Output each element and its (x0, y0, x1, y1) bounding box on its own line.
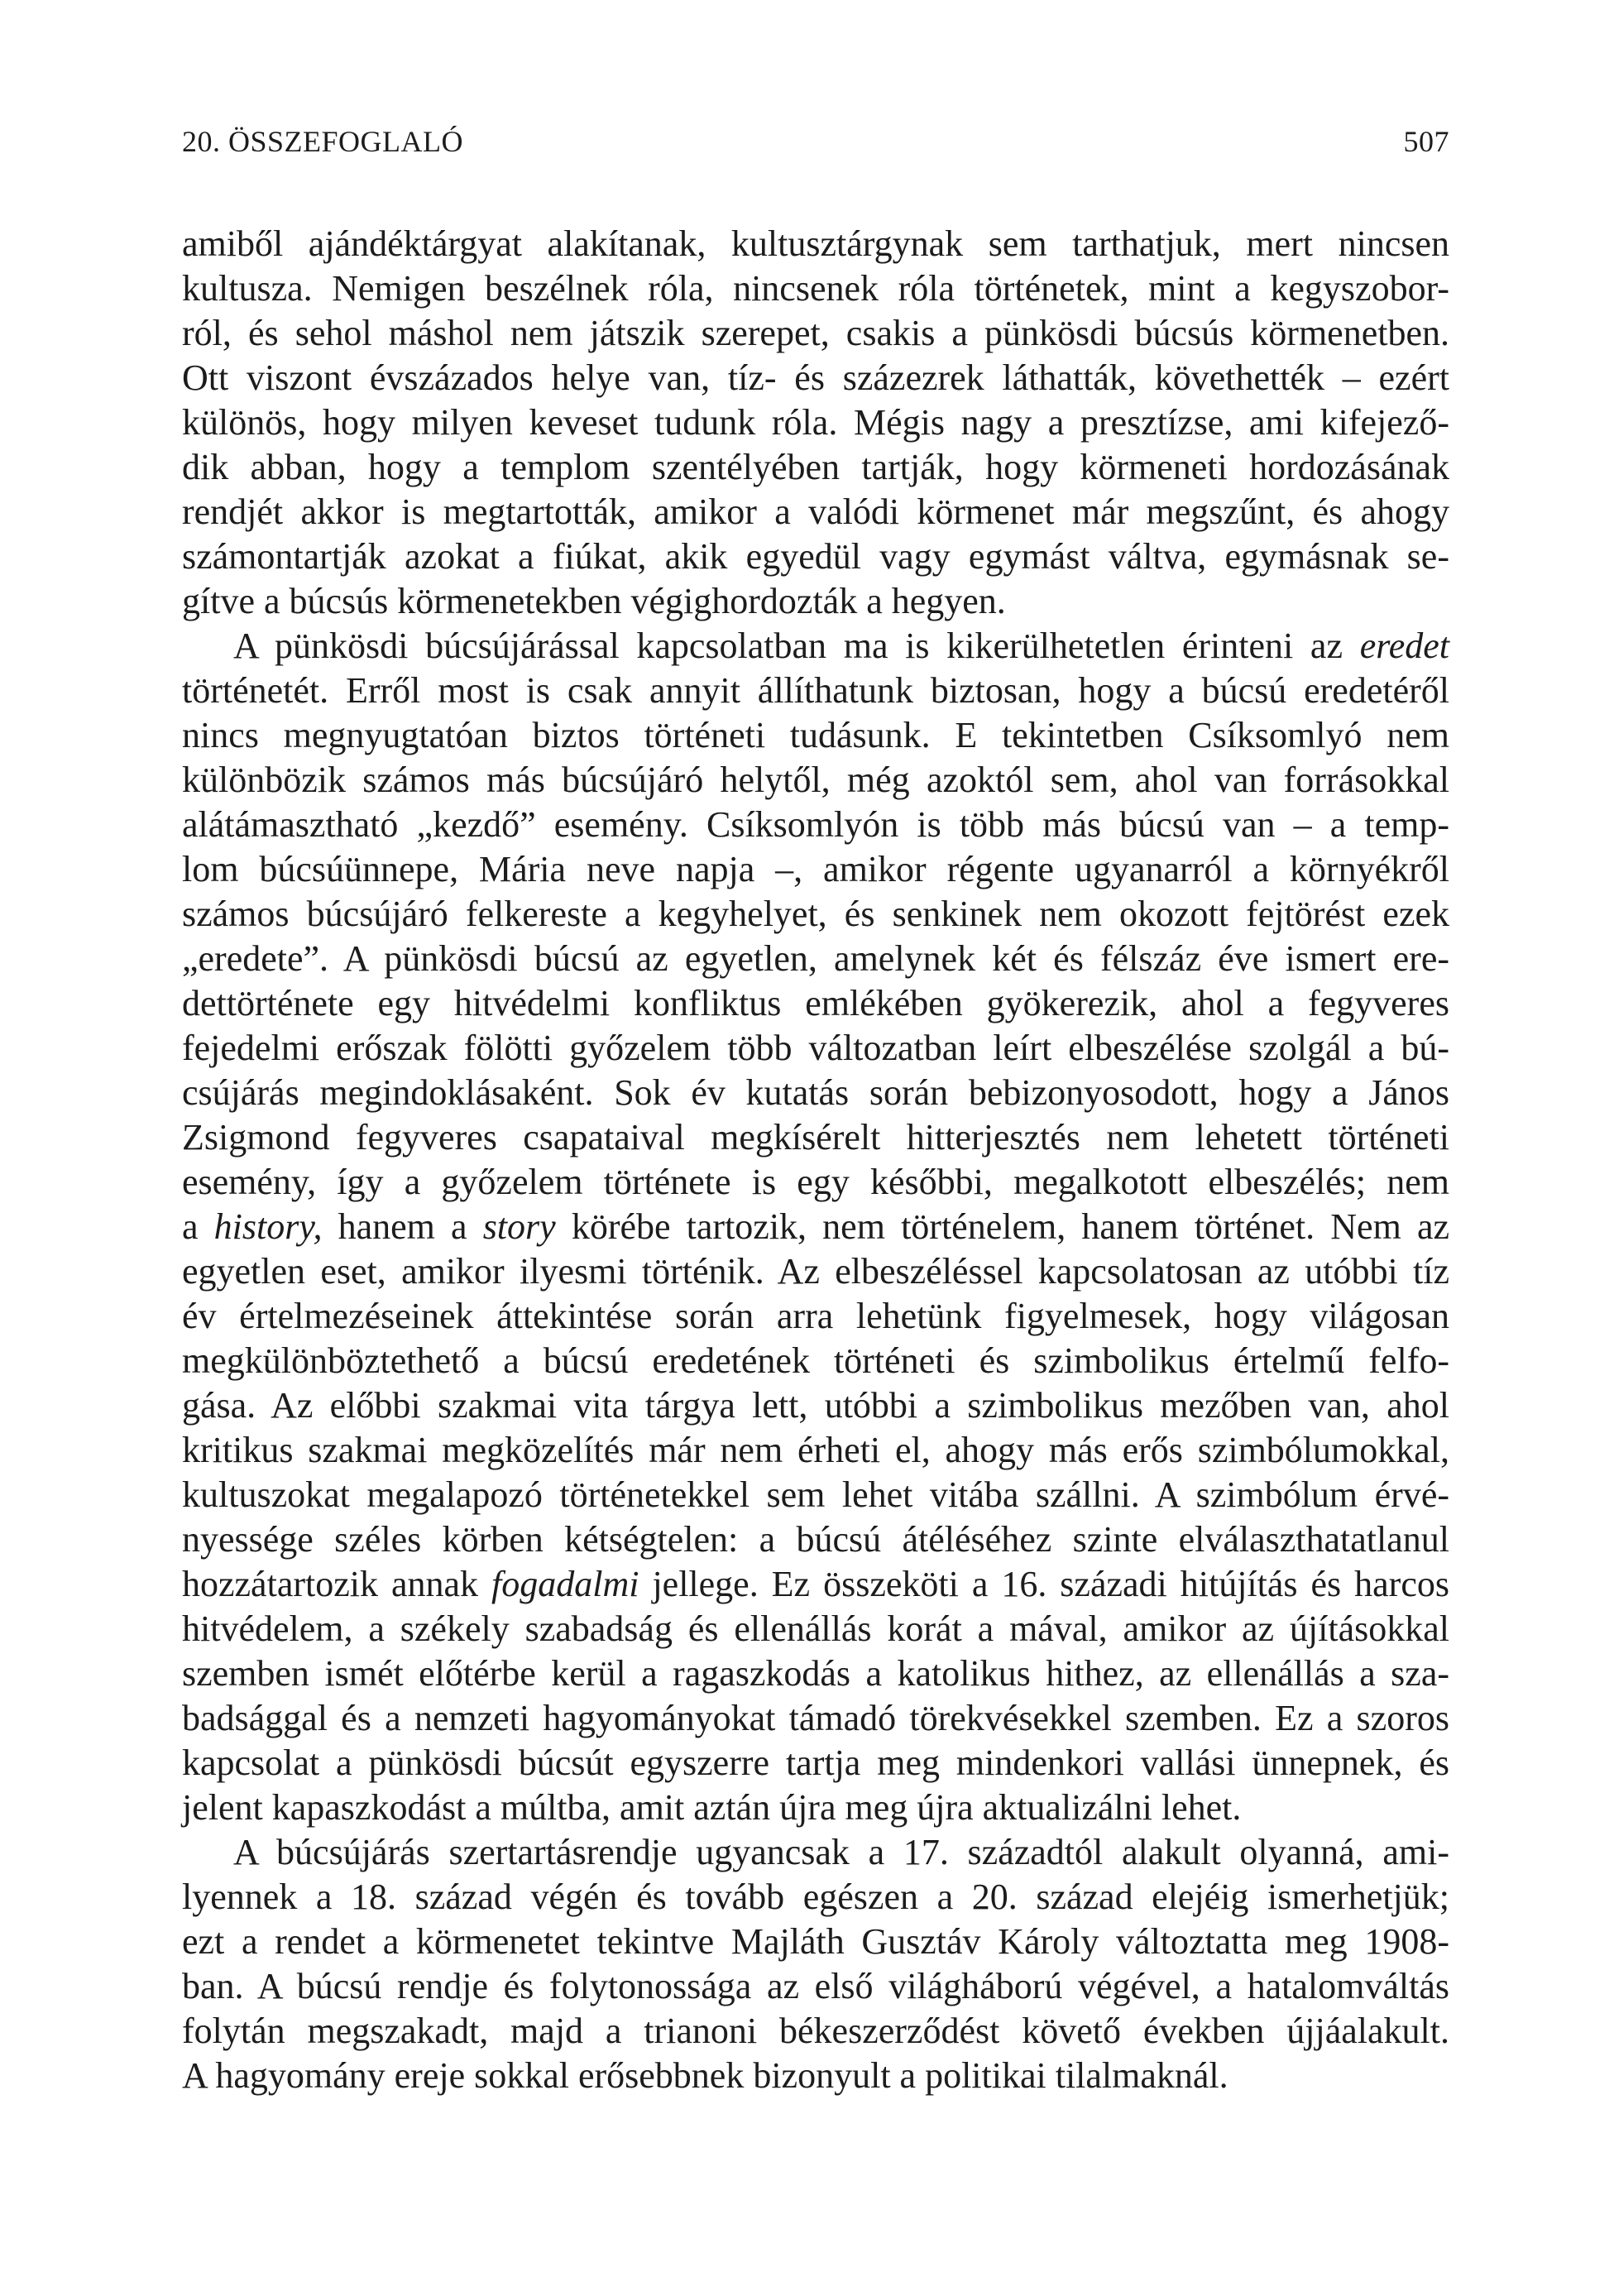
text-line: év értelmezéseinek áttekintése során arra lehetünk figyelmesek, hogy világosan (182, 1296, 1449, 1336)
text-line: nyessége széles körben kétségtelen: a búcsú átéléséhez szinte elválaszthatatlanul (182, 1519, 1449, 1560)
text-line: esemény, így a győzelem története is egy későbbi, megalkotott elbeszélés; nem (182, 1162, 1449, 1202)
italic-text: fogadalmi (491, 1564, 639, 1604)
paragraph (182, 624, 1449, 1830)
text-line: számontartják azokat a fiúkat, akik egyedül vagy egymást váltva, egymásnak se- (182, 536, 1449, 577)
text-line: történetét. Erről most is csak annyit állíthatunk biztosan, hogy a búcsú eredetéről (182, 670, 1449, 711)
text-line: badsággal és a nemzeti hagyományokat támadó törekvésekkel szemben. Ez a szoros (182, 1698, 1449, 1738)
text-line: különbözik számos más búcsújáró helytől, még azoktól sem, ahol van forrásokkal (182, 760, 1449, 800)
text-line: dettörténete egy hitvédelmi konfliktus emlékében gyökerezik, ahol a fegyveres (182, 983, 1449, 1023)
text-line: gítve a búcsús körmenetekben végighordozták a hegyen. (182, 581, 1006, 621)
page-header (182, 126, 1449, 157)
text-line: fejedelmi erőszak fölötti győzelem több változatban leírt elbeszélése szolgál a bú- (182, 1028, 1449, 1068)
text-line: egyetlen eset, amikor ilyesmi történik. Az elbeszéléssel kapcsolatosan az utóbbi tíz (182, 1251, 1449, 1292)
text-line: lom búcsúünnepe, Mária neve napja –, amikor régente ugyanarról a környékről (182, 849, 1449, 889)
italic-text: story (482, 1206, 556, 1247)
text-line: Zsigmond fegyveres csapataival megkísérelt hitterjesztés nem lehetett történeti (182, 1117, 1449, 1158)
text-line: kapcsolat a pünkösdi búcsút egyszerre tartja meg mindenkori vallási ünnepnek, és (182, 1742, 1449, 1783)
text-line: csújárás megindoklásaként. Sok év kutatás során bebizonyosodott, hogy a János (182, 1072, 1449, 1113)
text-line: jelent kapaszkodást a múltba, amit aztán újra meg újra aktualizálni lehet. (182, 1787, 1242, 1828)
paragraph (182, 1830, 1449, 2098)
text-line: hitvédelem, a székely szabadság és ellenállás korát a mával, amikor az újításokkal (182, 1608, 1449, 1649)
text-line: dik abban, hogy a templom szentélyében tartják, hogy körmeneti hordozásának (182, 447, 1449, 487)
text-line: „eredete”. A pünkösdi búcsú az egyetlen, amelynek két és félszáz éve ismert ere- (182, 938, 1449, 979)
text-line: lyennek a 18. század végén és tovább egészen a 20. század elejéig ismerhetjük; (182, 1877, 1449, 1917)
text-line: A búcsújárás szertartásrendje ugyancsak a 17. századtól alakult olyanná, ami- (233, 1832, 1449, 1872)
paragraph (182, 222, 1449, 624)
italic-text: eredet (1359, 626, 1449, 666)
text-line: alátámasztható „kezdő” esemény. Csíksomlyón is több más búcsú van – a temp- (182, 804, 1449, 845)
text-line: Ott viszont évszázados helye van, tíz- és százezrek láthatták, követhették – ezért (182, 357, 1449, 398)
text-line: amiből ajándéktárgyat alakítanak, kultusztárgynak sem tarthatjuk, mert nincsen (182, 223, 1449, 264)
text-line: ban. A búcsú rendje és folytonossága az első világháború végével, a hatalomváltás (182, 1966, 1449, 2006)
italic-text: history, (213, 1206, 323, 1247)
text-line: kritikus szakmai megközelítés már nem érheti el, ahogy más erős szimbólumokkal, (182, 1430, 1449, 1470)
text-line: különös, hogy milyen keveset tudunk róla. Mégis nagy a presztízse, ami kifejező- (182, 402, 1449, 443)
text-line: kultusza. Nemigen beszélnek róla, nincsenek róla történetek, mint a kegyszobor- (182, 268, 1449, 309)
text-line: A hagyomány ereje sokkal erősebbnek bizonyult a politikai tilalmaknál. (182, 2055, 1228, 2096)
text-line: folytán megszakadt, majd a trianoni békeszerződést követő években újjáalakult. (182, 2011, 1449, 2051)
text-line: A pünkösdi búcsújárással kapcsolatban ma is kikerülhetetlen érinteni az eredet (233, 626, 1449, 666)
body-text (182, 222, 1449, 2098)
text-line: ezt a rendet a körmenetet tekintve Majláth Gusztáv Károly változtatta meg 1908- (182, 1921, 1449, 1962)
text-line: számos búcsújáró felkereste a kegyhelyet, és senkinek nem okozott fejtörést ezek (182, 894, 1449, 934)
text-line: rendjét akkor is megtartották, amikor a valódi körmenet már megszűnt, és ahogy (182, 491, 1449, 532)
chapter-title: 20. ÖSSZEFOGLALÓ (182, 125, 464, 158)
text-line: a history, hanem a story körébe tartozik, nem történelem, hanem történet. Nem az (182, 1206, 1450, 1247)
text-line: gása. Az előbbi szakmai vita tárgya lett, utóbbi a szimbolikus mezőben van, ahol (182, 1385, 1449, 1426)
text-line: hozzátartozik annak fogadalmi jellege. Ez összeköti a 16. századi hitújítás és harcos (182, 1564, 1449, 1604)
text-line: megkülönböztethető a búcsú eredetének történeti és szimbolikus értelmű felfo- (182, 1340, 1449, 1381)
text-line: kultuszokat megalapozó történetekkel sem lehet vitába szállni. A szimbólum érvé- (182, 1474, 1449, 1515)
text-line: szemben ismét előtérbe kerül a ragaszkodás a katolikus hithez, az ellenállás a sza- (182, 1653, 1449, 1694)
text-line: ról, és sehol máshol nem játszik szerepet, csakis a pünkösdi búcsús körmenetben. (182, 313, 1449, 353)
page-number: 507 (1403, 125, 1449, 158)
text-line: nincs megnyugtatóan biztos történeti tudásunk. E tekintetben Csíksomlyó nem (182, 715, 1449, 755)
